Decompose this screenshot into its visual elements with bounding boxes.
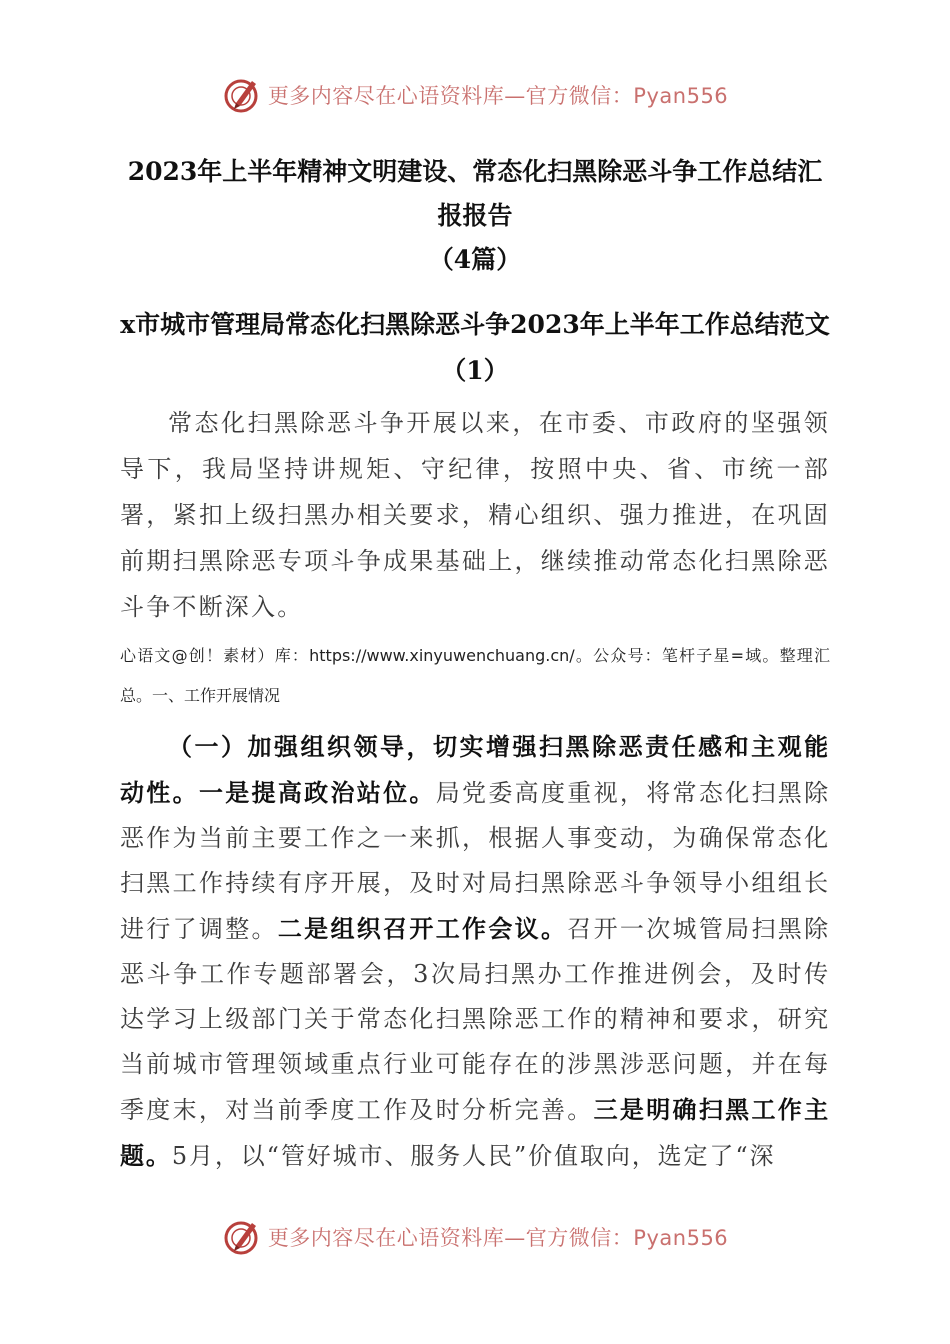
section-paragraph <box>120 724 830 1179</box>
banner-text: 更多内容尽在心语资料库—官方微信：Pyan556 <box>267 84 729 108</box>
point1-text: 局党委高度重视，将常态化扫黑除恶作为当前主要工作之一来抓，根据人事变动，为确保常态化扫黑工作持续有序开展，及时对局扫黑除恶斗争领导小组组长进行了调整。 <box>120 779 831 943</box>
point2-label: 二是组织召开工作会议。 <box>277 914 568 943</box>
seal-pen-logo-icon <box>222 1217 262 1257</box>
point3-label: 三是明确扫黑工作主题。 <box>120 1095 830 1170</box>
point3-text: 5月，以“管好城市、服务人民”价值取向，选定了“深 <box>171 1142 776 1170</box>
seal-pen-logo-icon <box>222 75 262 115</box>
section-heading: （一）加强组织领导，切实增强扫黑除恶责任感和主观能动性。 <box>120 732 830 807</box>
source-note: 心语文@创！素材）库：https://www.xinyuwenchuang.cn/。公众号：笔杆子星=域。整理汇总。一、工作开展情况 <box>120 646 830 705</box>
header-watermark-banner <box>0 70 950 120</box>
point1-label: 一是提高政治站位。 <box>198 778 436 807</box>
banner-text: 更多内容尽在心语资料库—官方微信：Pyan556 <box>267 1226 729 1250</box>
point2-text: 召开一次城管局扫黑除恶斗争工作专题部署会，3次局扫黑办工作推进例会，及时传达学习上级部门关于常态化扫黑除恶工作的精神和要求，研究当前城市管理领域重点行业可能存在的涉黑涉恶问题，并在每季度末，对当前季度工作及时分析完善。 <box>120 915 830 1124</box>
document-body <box>120 150 830 1179</box>
footer-watermark-banner <box>0 1212 950 1262</box>
document-title: 2023年上半年精神文明建设、常态化扫黑除恶斗争工作总结汇报报告 <box>127 157 823 230</box>
article-title: x市城市管理局常态化扫黑除恶斗争2023年上半年工作总结范文（1） <box>120 310 830 385</box>
intro-paragraph: 常态化扫黑除恶斗争开展以来，在市委、市政府的坚强领导下，我局坚持讲规矩、守纪律，按照中央、省、市统一部署，紧扣上级扫黑办相关要求，精心组织、强力推进，在巩固前期扫黑除恶专项斗争成果基础上，继续推动常态化扫黑除恶斗争不断深入。 <box>120 409 830 621</box>
document-count: （4篇） <box>428 245 522 274</box>
